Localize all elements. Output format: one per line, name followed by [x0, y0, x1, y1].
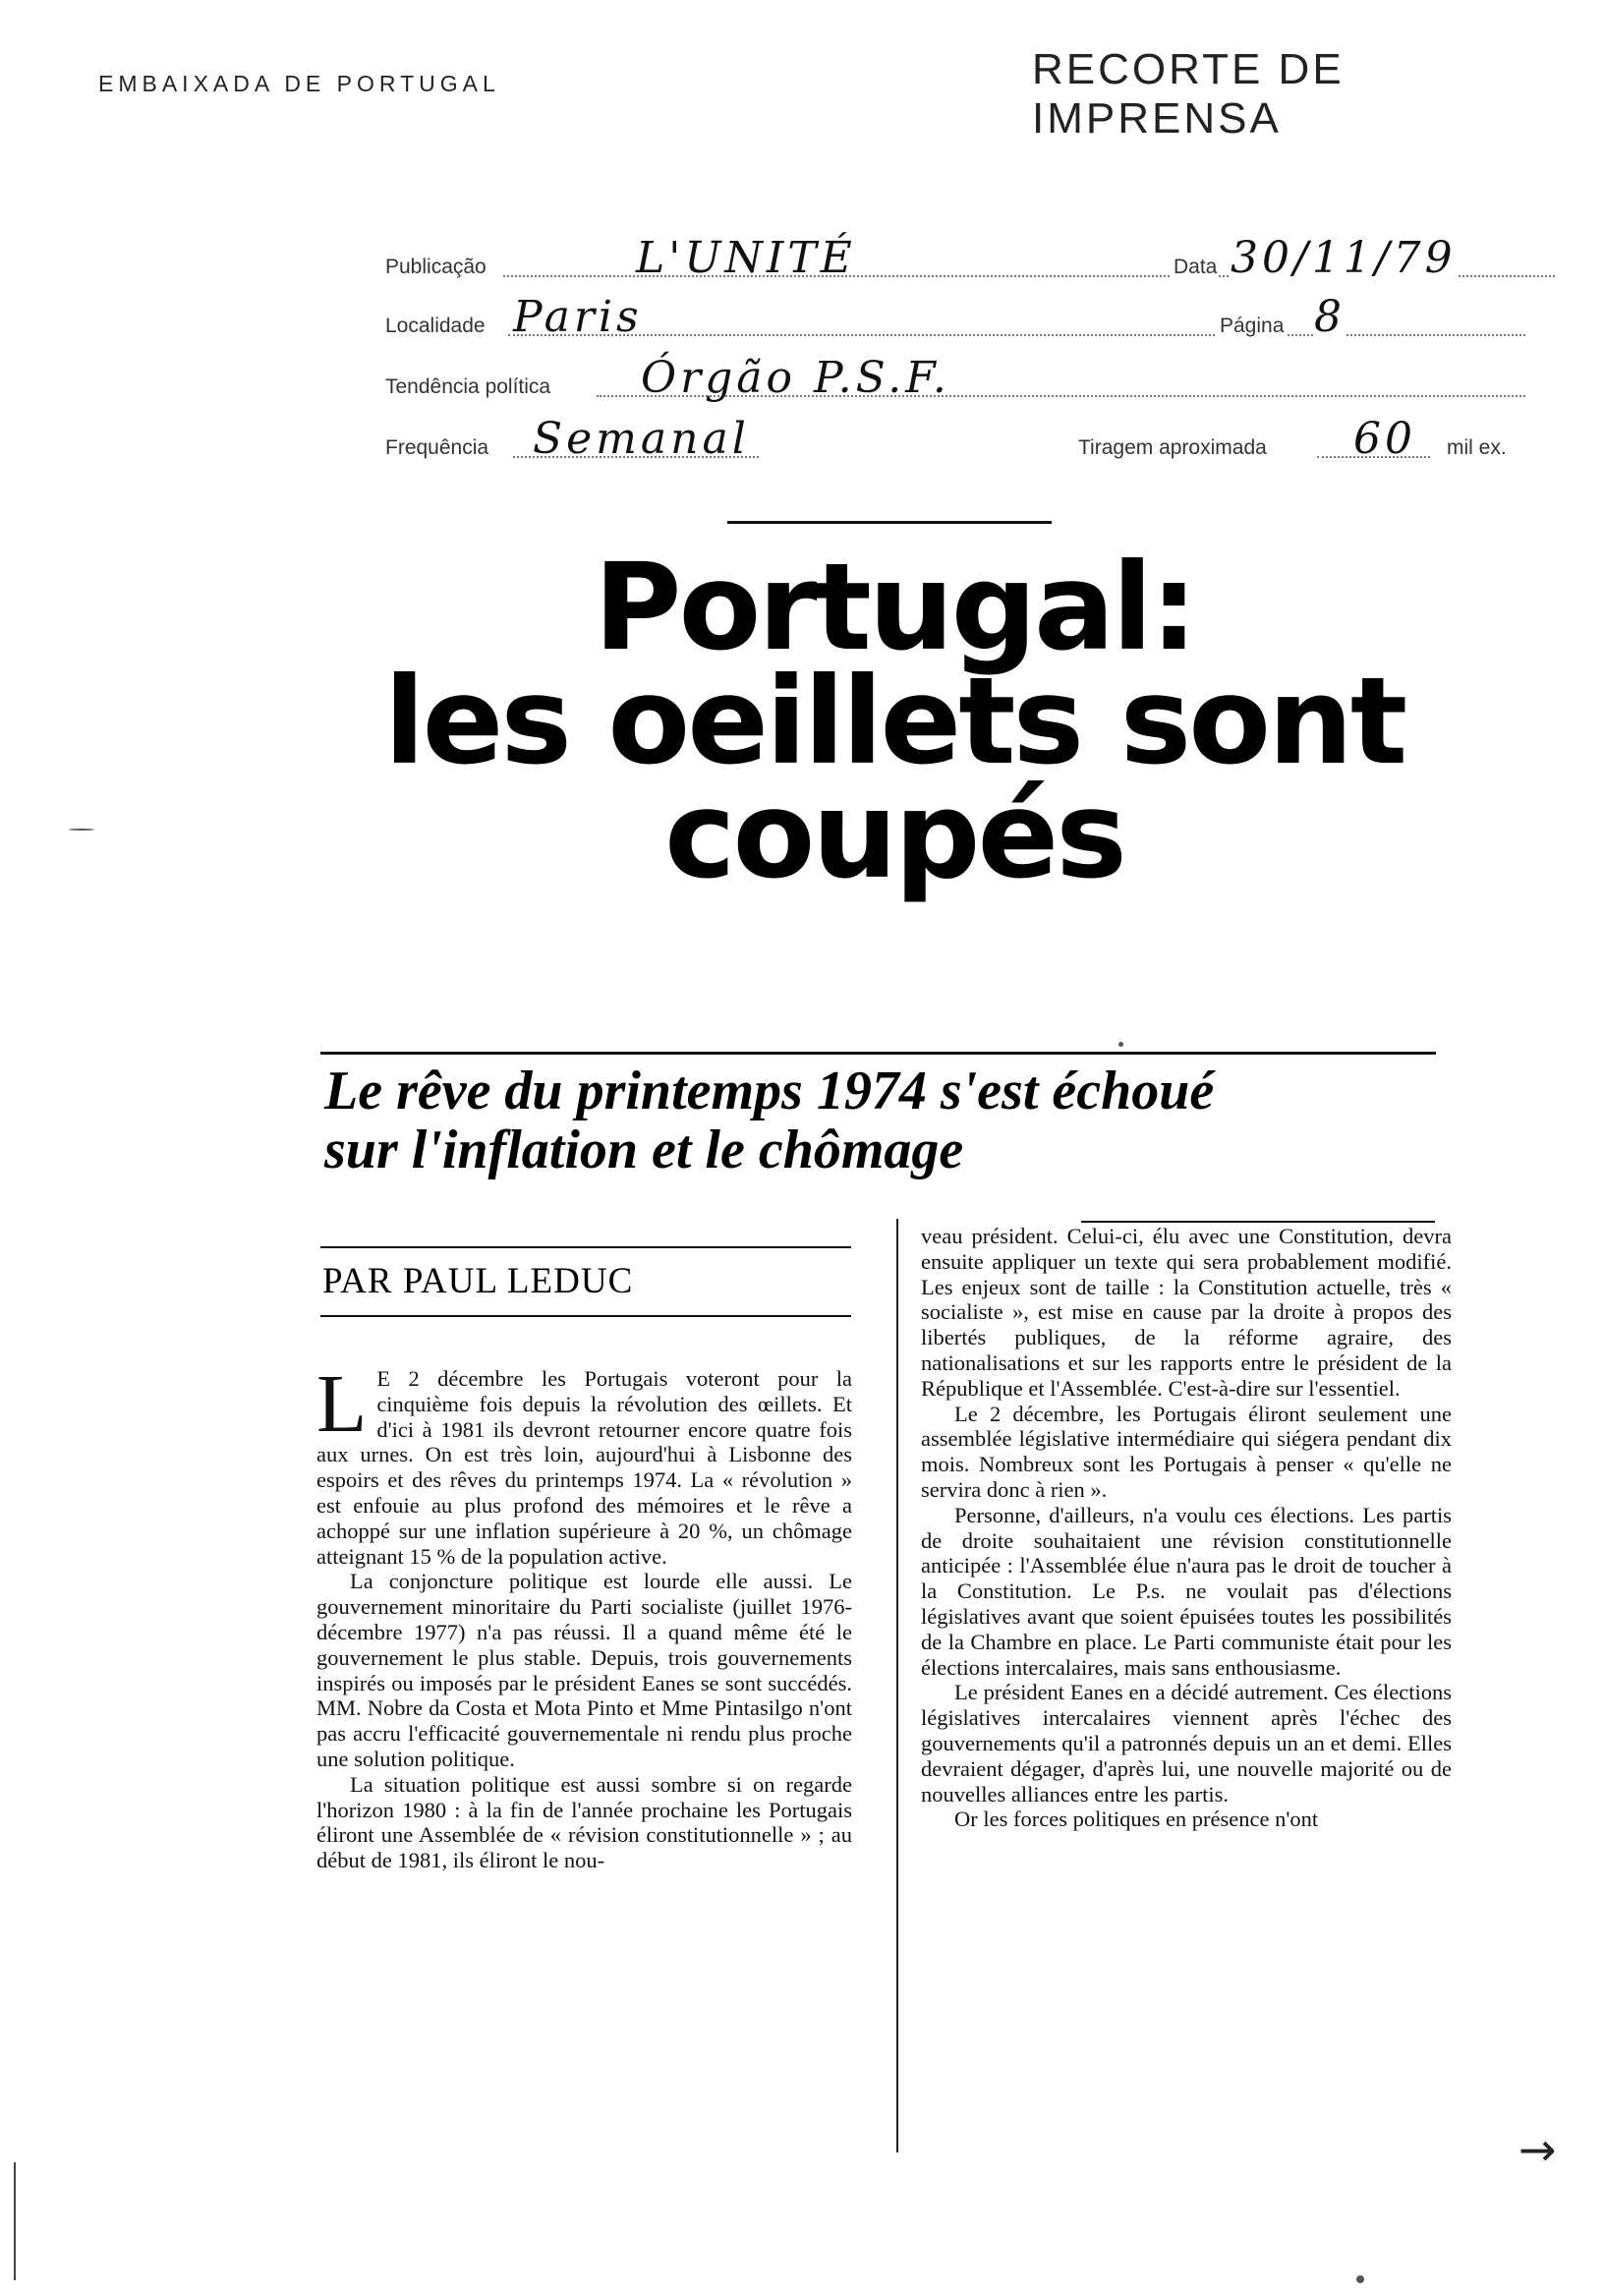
form-row-localidade	[385, 292, 1525, 344]
tendencia-label: Tendência política	[385, 375, 551, 398]
col2-paragraph-3: Personne, d'ailleurs, n'a voulu ces élections. Les partis de droite souhaitaient une révision constitutionnelle anticipée : l'Assemblée élue n'aura pas le droit de toucher à la Constitution. Le P.s. ne voulait pas d'élections législatives avant que soient épuisées toutes les possibilités de la Chambre en place. Le Parti communiste était pour les élections intercalaires, mais sans enthousiasme.	[921, 1502, 1452, 1680]
col2-rule	[1081, 1221, 1435, 1223]
frequencia-label: Frequência	[385, 436, 489, 459]
byline: PAR PAUL LEDUC	[322, 1261, 634, 1301]
col2-paragraph-1: veau président. Celui-ci, élu avec une Constitution, devra ensuite appliquer un texte qui sera probablement modifié. Les enjeux sont de taille : la Constitution actuelle, très « socialiste », est mise en cause par la droite à propos des libertés publiques, de la réforme agraire, des nationalisations et sur les rapports entre le président de la République et l'Assemblée. C'est-à-dire sur l'essentiel.	[921, 1224, 1452, 1401]
localidade-value: Paris	[513, 292, 643, 342]
headline-line-2: les oeillets sont	[383, 652, 1405, 791]
headline-line-1: Portugal:	[594, 538, 1195, 677]
pagina-label: Página	[1216, 315, 1288, 338]
pagina-value: 8	[1314, 292, 1346, 342]
frequencia-value: Semanal	[533, 414, 750, 464]
publicacao-value: L'UNITÉ	[636, 233, 856, 283]
continue-arrow-icon: →	[1518, 2123, 1557, 2176]
tendencia-value: Órgão P.S.F.	[641, 353, 950, 403]
byline-rule-top	[320, 1246, 851, 1248]
col1-paragraph-2: La conjoncture politique est lourde elle aussi. Le gouvernement minoritaire du Parti socialiste (juillet 1976-décembre 1977) n'a pas réussi. Il a quand même été le gouvernement le plus stable. Depuis, trois gouvernements inspirés ou imposés par le président Eanes se sont succédés. MM. Nobre da Costa et Mota Pinto et Mme Pintasilgo n'ont pas accru l'efficacité gouvernementale ni rendu plus proche une solution politique.	[316, 1569, 852, 1771]
scan-speck	[1118, 1042, 1123, 1047]
article-column-2	[921, 1224, 1452, 1832]
subheadline-line-1: Le rêve du printemps 1974 s'est échoué	[324, 1061, 1215, 1121]
byline-rule-bottom	[320, 1315, 851, 1317]
scan-speck	[1356, 2275, 1364, 2283]
top-rule	[727, 521, 1052, 524]
form-row-frequencia	[385, 414, 1525, 466]
dropcap: L	[316, 1358, 368, 1450]
column-divider	[896, 1219, 898, 2152]
headline-rule	[320, 1052, 1436, 1055]
headline	[216, 538, 1573, 905]
localidade-dots	[508, 334, 1525, 336]
tiragem-value: 60	[1353, 414, 1416, 464]
col1-paragraph-1: L E 2 décembre les Portugais voteront pour la cinquième fois depuis la révolution des œillets. Et d'ici à 1981 ils devront retourner encore quatre fois aux urnes. On est très loin, aujourd'hui à Lisbonne des espoirs et des rêves du printemps 1974. La « révolution » est enfouie au plus profond des mémoires et le rêve a achoppé sur une inflation supérieure à 20 %, un chômage atteignant 15 % de la population active.	[316, 1358, 852, 1569]
subheadline	[324, 1062, 1464, 1179]
article-column-1	[316, 1358, 852, 1873]
form-row-tendencia	[385, 353, 1525, 405]
publicacao-label: Publicação	[385, 256, 487, 278]
form-row-publicacao	[385, 233, 1525, 285]
embassy-header: EMBAIXADA DE PORTUGAL	[98, 71, 500, 96]
subheadline-line-2: sur l'inflation et le chômage	[324, 1119, 964, 1180]
col2-paragraph-2: Le 2 décembre, les Portugais éliront seulement une assemblée législative intermédiaire qui siégera pendant dix mois. Nombreux sont les Portugais à penser « qu'elle ne servira donc à rien ».	[921, 1401, 1452, 1502]
data-value: 30/11/79	[1231, 233, 1457, 283]
scan-edge	[14, 2162, 16, 2280]
col2-paragraph-4: Le président Eanes en a décidé autrement. Ces élections législatives intercalaires viennent après l'échec des gouvernements qu'il a patronnés depuis un an et demi. Elles devraient dégager, d'après lui, une nouvelle majorité ou de nouvelles alliances entre les partis.	[921, 1680, 1452, 1807]
localidade-label: Localidade	[385, 315, 486, 337]
tiragem-unit: mil ex.	[1447, 436, 1507, 459]
headline-line-3: coupés	[664, 766, 1124, 905]
scan-speck	[69, 829, 94, 831]
clipping-header: RECORTE DE IMPRENSA	[1032, 45, 1345, 143]
tiragem-label: Tiragem aproximada	[1078, 436, 1267, 459]
col1-paragraph-3: La situation politique est aussi sombre si on regarde l'horizon 1980 : à la fin de l'année prochaine les Portugais éliront une Assemblée de « révision constitutionnelle » ; au début de 1981, ils éliront le nou-	[316, 1771, 852, 1873]
col2-paragraph-5: Or les forces politiques en présence n'ont	[954, 1807, 1319, 1832]
data-label: Data	[1174, 256, 1218, 278]
